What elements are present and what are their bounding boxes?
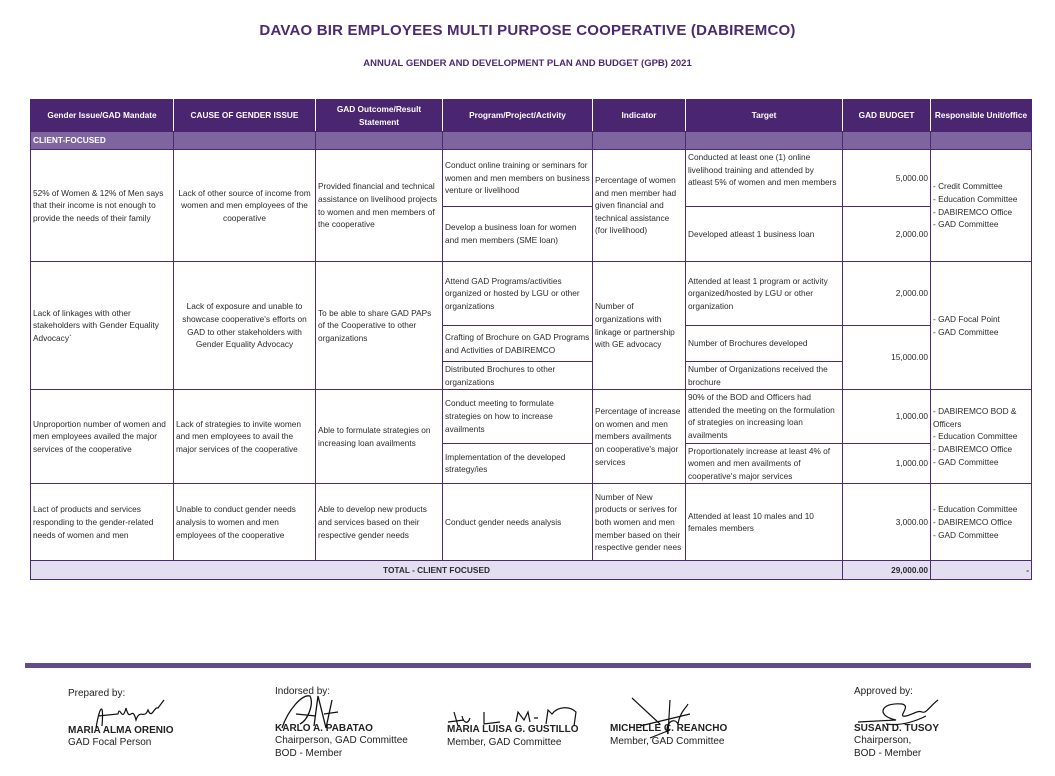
- col-header-program: Program/Project/Activity: [443, 100, 593, 132]
- budget-cell: 2,000.00: [843, 207, 931, 262]
- budget-cell: 3,000.00: [843, 484, 931, 561]
- col-header-budget: GAD BUDGET: [843, 100, 931, 132]
- target-cell: Number of Brochures developed: [686, 326, 843, 362]
- responsible-item: - GAD Committee: [933, 219, 999, 230]
- outcome-cell: To be able to share GAD PAPs of the Cooperative to other organizations: [316, 262, 443, 390]
- responsible-item: - Education Committee: [933, 504, 1018, 515]
- indicator-cell: Number of organizations with linkage or partnership with GE advocacy: [593, 262, 686, 390]
- indicator-cell: Percentage of increase on women and men members availments on cooperative's major services: [593, 390, 686, 484]
- program-cell: Implementation of the developed strategy/ies: [443, 443, 593, 484]
- section-label: CLIENT-FOCUSED: [31, 132, 174, 150]
- outcome-cell: Able to develop new products and services based on their respective gender needs: [316, 484, 443, 561]
- target-cell: Number of Organizations received the brochure: [686, 362, 843, 390]
- program-cell: Crafting of Brochure on GAD Programs and Activities of DABIREMCO: [443, 326, 593, 362]
- col-header-target: Target: [686, 100, 843, 132]
- responsible-cell: [931, 150, 1032, 262]
- col-header-outcome: GAD Outcome/Result Statement: [316, 100, 443, 132]
- target-cell: 90% of the BOD and Officers had attended the meeting on the formulation of strategies on increasing loan availments: [686, 390, 843, 443]
- col-header-cause: CAUSE OF GENDER ISSUE: [174, 100, 316, 132]
- signatory-name: MICHELLE C. REANCHO: [610, 723, 728, 734]
- responsible-cell: [931, 484, 1032, 561]
- cause-cell: Lack of strategies to invite women and men employees to avail the major services of the cooperative: [174, 390, 316, 484]
- table-row: [31, 484, 1032, 561]
- budget-cell: 1,000.00: [843, 390, 931, 443]
- program-cell: Conduct gender needs analysis: [443, 484, 593, 561]
- cause-cell: Lack of other source of income from women and men employees of the cooperative: [174, 150, 316, 262]
- target-cell: Attended at least 10 males and 10 females members: [686, 484, 843, 561]
- col-header-gender-issue: Gender Issue/GAD Mandate: [31, 100, 174, 132]
- signatory-role: Member, GAD Committee: [447, 736, 562, 748]
- budget-cell: 15,000.00: [843, 326, 931, 390]
- signature-icon: [856, 696, 946, 728]
- table-row: [31, 390, 1032, 443]
- signatory-name: SUSAN D. TUSOY: [854, 722, 940, 734]
- signatory-name: KARLO A. PABATAO: [275, 722, 373, 734]
- outcome-cell: Able to formulate strategies on increasing loan availments: [316, 390, 443, 484]
- program-cell: Conduct online training or seminars for women and men members on business venture or livelihood: [443, 150, 593, 207]
- responsible-item: - GAD Committee: [933, 456, 999, 467]
- signatory-role: Chairperson, GAD Committee: [275, 735, 408, 746]
- document-title: DAVAO BIR EMPLOYEES MULTI PURPOSE COOPERATIVE (DABIREMCO): [259, 22, 796, 39]
- gender-issue-cell: Lack of linkages with other stakeholders with Gender Equality Advocacy`: [31, 262, 174, 390]
- program-cell: Attend GAD Programs/activities organized or hosted by LGU or other organizations: [443, 262, 593, 326]
- signature-icon: [442, 702, 582, 730]
- signature-icon: [630, 694, 700, 740]
- table-header-row: [31, 100, 1032, 132]
- indicator-cell: Number of New products or serives for both women and men member based on their respective gender nees: [593, 484, 686, 561]
- responsible-item: - Credit Committee: [933, 181, 1003, 192]
- footer-divider: [25, 663, 1031, 668]
- gender-issue-cell: Lact of products and services responding to the gender-related needs of women and men: [31, 484, 174, 561]
- responsible-item: - DABIREMCO Office: [933, 517, 1013, 528]
- approved-by-label: Approved by:: [854, 686, 913, 697]
- responsible-cell: [931, 262, 1032, 390]
- total-row: [31, 561, 1032, 580]
- responsible-item: - GAD Committee: [933, 529, 999, 540]
- table-row: [31, 150, 1032, 207]
- responsible-item: - Education Committee: [933, 431, 1018, 442]
- responsible-item: - GAD Focal Point: [933, 314, 1000, 324]
- budget-cell: 2,000.00: [843, 262, 931, 326]
- responsible-cell: [931, 390, 1032, 484]
- target-cell: Proportionately increase at least 4% of women and men availments of cooperative's major services: [686, 443, 843, 484]
- col-header-responsible: Responsible Unit/office: [931, 100, 1032, 132]
- document-subtitle: ANNUAL GENDER AND DEVELOPMENT PLAN AND BUDGET (GPB) 2021: [363, 58, 692, 69]
- total-responsible: -: [931, 561, 1032, 580]
- responsible-item: Officers: [933, 418, 962, 429]
- responsible-item: - Education Committee: [933, 193, 1018, 204]
- signatory-role: BOD - Member: [275, 747, 343, 759]
- cause-cell: Unable to conduct gender needs analysis to women and men employees of the cooperative: [174, 484, 316, 561]
- signature-icon: [278, 690, 348, 732]
- prepared-by-label: Prepared by:: [68, 688, 126, 699]
- gender-issue-cell: 52% of Women & 12% of Men says that their income is not enough to provide the needs of their family: [31, 150, 174, 262]
- signatory-name: MARIA LUISA G. GUSTILLO: [447, 724, 579, 735]
- total-budget: 29,000.00: [843, 561, 931, 580]
- gender-issue-cell: Unproportion number of women and men employees availed the major services of the cooperative: [31, 390, 174, 484]
- section-row: [31, 132, 1032, 150]
- total-label: TOTAL - CLIENT FOCUSED: [31, 561, 843, 580]
- cause-cell: Lack of exposure and unable to showcase cooperative's efforts on GAD to other stakeholders with Gender Equality Advocacy: [174, 262, 316, 390]
- target-cell: Conducted at least one (1) online livelihood training and attended by atleast 5% of women and men members: [686, 150, 843, 207]
- signatory-role: BOD - Member: [854, 747, 922, 759]
- indicator-cell: Percentage of women and men member had given financial and technical assistance (for livelihood): [593, 150, 686, 262]
- budget-cell: 1,000.00: [843, 443, 931, 484]
- signatory-role: GAD Focal Person: [68, 737, 152, 748]
- table-row: [31, 262, 1032, 326]
- budget-cell: 5,000.00: [843, 150, 931, 207]
- outcome-cell: Provided financial and technical assistance on livelihood projects to women and men members of the cooperative: [316, 150, 443, 262]
- signatory-role: Chairperson,: [854, 735, 912, 746]
- target-cell: Developed atleast 1 business loan: [686, 207, 843, 262]
- responsible-item: - DABIREMCO BOD &: [933, 406, 1017, 417]
- program-cell: Develop a business loan for women and men members (SME loan): [443, 207, 593, 262]
- program-cell: Distributed Brochures to other organizations: [443, 362, 593, 390]
- signatory-role: Member, GAD Committee: [610, 735, 725, 747]
- responsible-item: - GAD Committee: [933, 326, 999, 337]
- col-header-indicator: Indicator: [593, 100, 686, 132]
- responsible-item: - DABIREMCO Office: [933, 206, 1013, 217]
- program-cell: Conduct meeting to formulate strategies on how to increase availments: [443, 390, 593, 443]
- gpb-table: [30, 99, 1032, 580]
- target-cell: Attended at least 1 program or activity organized/hosted by LGU or other organization: [686, 262, 843, 326]
- signature-icon: [88, 694, 168, 734]
- responsible-item: - DABIREMCO Office: [933, 444, 1013, 455]
- indorsed-by-label: Indorsed by:: [275, 686, 331, 697]
- signatory-name: MARIA ALMA ORENIO: [68, 724, 174, 736]
